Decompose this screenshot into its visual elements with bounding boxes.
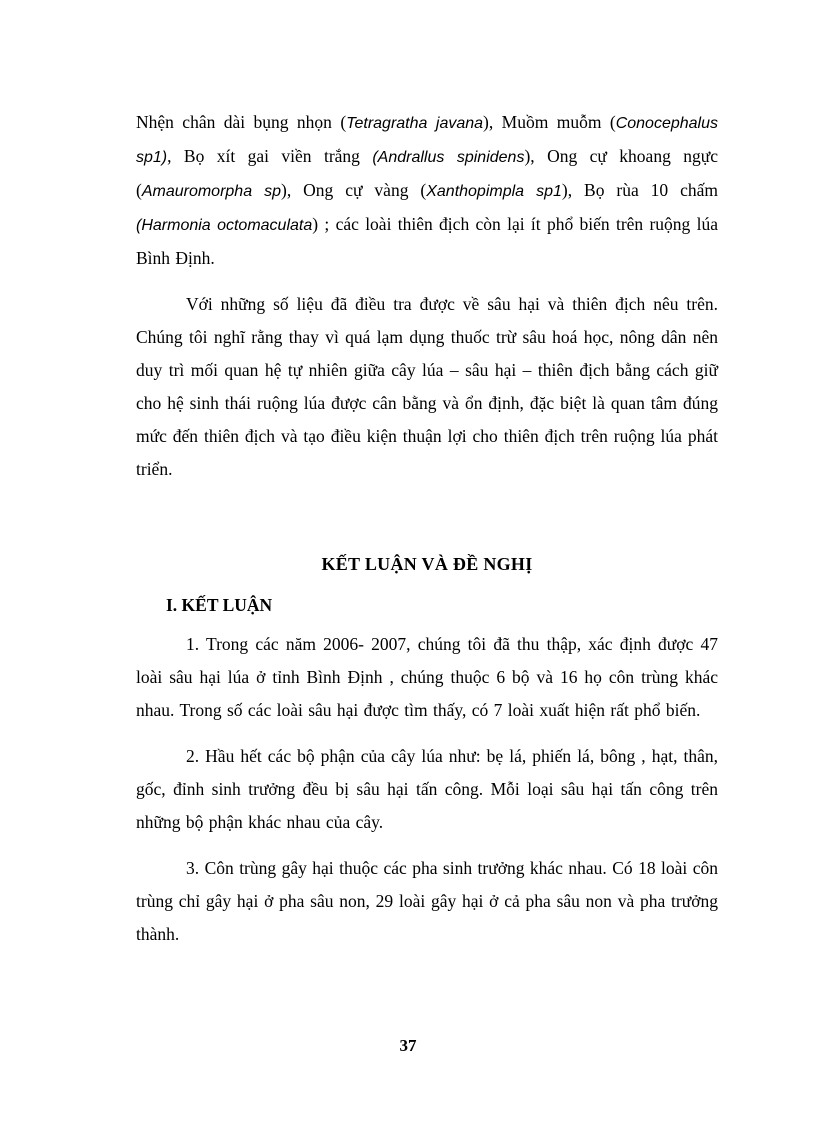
text-run: , Bọ xít gai viền trắng <box>167 146 373 166</box>
document-page <box>136 106 718 951</box>
text-run: ), Ong cự vàng ( <box>281 180 427 200</box>
text-run: Nhện chân dài bụng nhọn ( <box>136 112 347 132</box>
species-name: Conocephalus sp1) <box>136 115 718 166</box>
text-run: ), Ong cự khoang ngực ( <box>136 146 718 200</box>
text-run: ), Muồm muỗm ( <box>483 112 616 132</box>
species-name: (Harmonia octomaculata <box>136 217 313 234</box>
text-run: ), Bọ rùa 10 chấm <box>561 180 718 200</box>
conclusion-item-2: 2. Hầu hết các bộ phận của cây lúa như: bẹ lá, phiến lá, bông , hạt, thân, gốc, đỉnh sinh trưởng đều bị sâu hại tấn công. Mỗi loại sâu hại tấn công trên những bộ phận khác nhau của cây. <box>136 746 718 832</box>
conclusion-item-1: 1. Trong các năm 2006- 2007, chúng tôi đã thu thập, xác định được 47 loài sâu hại lúa ở tỉnh Bình Định , chúng thuộc 6 bộ và 16 họ côn trùng khác nhau. Trong số các loài sâu hại được tìm thấy, có 7 loài xuất hiện rất phổ biến. <box>136 634 718 720</box>
page-number: 37 <box>399 1036 417 1055</box>
section-title: I. KẾT LUẬN <box>166 595 273 615</box>
species-name: Xanthopimpla sp1 <box>426 183 562 200</box>
conclusions-title: KẾT LUẬN VÀ ĐỀ NGHỊ <box>321 554 533 574</box>
species-name: Amauromorpha sp <box>141 183 282 200</box>
recommendation-paragraph: Với những số liệu đã điều tra được về sâu hại và thiên địch nêu trên. Chúng tôi nghĩ rằng thay vì quá lạm dụng thuốc trừ sâu hoá học, nông dân nên duy trì mối quan hệ tự nhiên giữa cây lúa – sâu hại – thiên địch bằng cách giữ cho hệ sinh thái ruộng lúa được cân bằng và ổn định, đặc biệt là quan tâm đúng mức đến thiên địch và tạo điều kiện thuận lợi cho thiên địch trên ruộng lúa phát triển. <box>136 294 718 479</box>
species-name: (Andrallus spinidens <box>372 149 525 166</box>
species-paragraph <box>136 106 718 275</box>
text-run: ) ; các loài thiên địch còn lại ít phổ biến trên ruộng lúa Bình Định. <box>136 214 719 268</box>
conclusion-item-3: 3. Côn trùng gây hại thuộc các pha sinh trưởng khác nhau. Có 18 loài côn trùng chỉ gây hại ở pha sâu non, 29 loài gây hại ở cả pha sâu non và pha trưởng thành. <box>136 858 718 944</box>
species-name: Tetragratha javana <box>346 115 484 132</box>
